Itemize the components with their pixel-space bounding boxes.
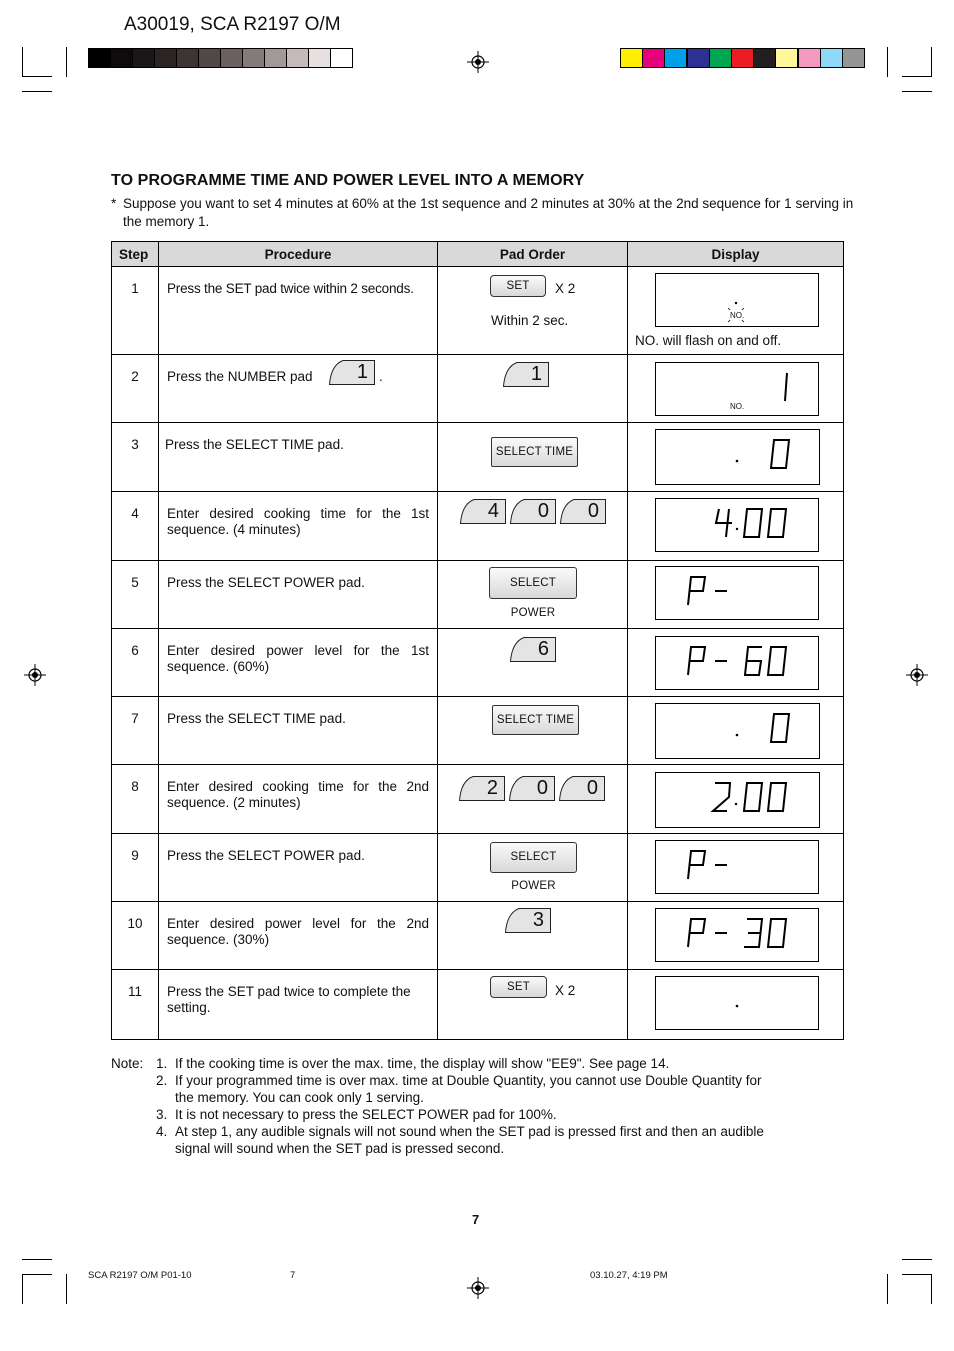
header-step: Step: [112, 242, 159, 267]
document-header-title: A30019, SCA R2197 O/M: [124, 14, 341, 35]
pad-note: Within 2 sec.: [491, 313, 569, 328]
footer-timestamp: 03.10.27, 4:19 PM: [590, 1270, 668, 1281]
display-cell: [628, 902, 844, 970]
number-pad-0-icon: 0: [559, 776, 605, 801]
display-cell: [628, 561, 844, 629]
number-pad-0-icon: 0: [510, 499, 556, 524]
gray-swatch: [330, 48, 353, 68]
table-row: [112, 970, 844, 1040]
display-cell: [628, 697, 844, 765]
pad-order-cell: [438, 629, 628, 697]
gray-swatch: [154, 48, 177, 68]
step-number: 11: [112, 970, 159, 1040]
lcd-display: [655, 976, 819, 1030]
step-number: 9: [112, 834, 159, 902]
display-cell: [628, 629, 844, 697]
pad-order-cell: [438, 902, 628, 970]
display-cell: [628, 267, 844, 355]
color-swatch: [753, 48, 776, 68]
header-pad-order: Pad Order: [438, 242, 628, 267]
step-number: 7: [112, 697, 159, 765]
table-header-row: [112, 242, 844, 267]
pad-order-cell: [438, 355, 628, 423]
steps-table: [111, 241, 844, 1040]
display-cell: [628, 492, 844, 561]
set-pad-icon: SET: [490, 275, 546, 297]
display-cell: [628, 834, 844, 902]
lcd-display: [655, 498, 819, 552]
procedure-text: Press the SELECT TIME pad.: [159, 697, 438, 765]
step-number: 5: [112, 561, 159, 629]
procedure-text: Press the SELECT POWER pad.: [159, 561, 438, 629]
lcd-display: [655, 429, 820, 485]
set-pad-icon: SET: [490, 976, 547, 998]
pad-order-cell: [438, 492, 628, 561]
note-item: 4. At step 1, any audible signals will not sound when the SET pad is pressed first and then an audible signal will sound when the SET pad is pressed second.: [156, 1124, 764, 1156]
table-row: [112, 561, 844, 629]
number-pad-4-icon: 4: [460, 499, 506, 524]
color-swatch: [731, 48, 754, 68]
press-count: X 2: [555, 281, 576, 296]
number-pad-3-icon: 3: [505, 908, 551, 933]
notes-label: Note:: [111, 1056, 144, 1071]
footer-page: 7: [290, 1270, 296, 1281]
table-row: [112, 697, 844, 765]
select-time-pad-icon: SELECT TIME: [492, 705, 579, 735]
pad-order-cell: [438, 561, 628, 629]
footer-filename: SCA R2197 O/M P01-10: [88, 1270, 192, 1281]
procedure-text: Enter desired power level for the 2nd sequence. (30%): [159, 902, 438, 970]
procedure-text: Enter desired cooking time for the 1st sequence. (4 minutes): [159, 492, 438, 561]
pad-order-cell: [438, 765, 628, 834]
header-procedure: Procedure: [159, 242, 438, 267]
gray-swatch: [242, 48, 265, 68]
notes-list: [156, 1055, 776, 1157]
color-swatch: [775, 48, 798, 68]
select-time-pad-icon: SELECT TIME: [491, 437, 578, 467]
lcd-no-indicator: NO.: [730, 402, 745, 411]
step-number: 3: [112, 423, 159, 492]
gray-swatch: [286, 48, 309, 68]
number-pad-0-icon: 0: [509, 776, 555, 801]
procedure-text: Press the NUMBER pad: [167, 369, 313, 384]
table-row: [112, 267, 844, 355]
number-pad-6-icon: 6: [510, 637, 556, 662]
registration-mark-icon: [24, 664, 46, 686]
lcd-display: [655, 273, 819, 327]
press-count: X 2: [555, 983, 576, 998]
procedure-suffix: .: [379, 369, 383, 384]
procedure-text: Press the SET pad twice within 2 seconds.: [159, 267, 438, 355]
gray-swatch: [308, 48, 331, 68]
table-row: [112, 765, 844, 834]
table-row: [112, 423, 844, 492]
number-pad-icon: 1: [329, 360, 375, 385]
header-display: Display: [628, 242, 844, 267]
page-number: 7: [472, 1212, 480, 1227]
table-row: [112, 492, 844, 561]
number-pad-1-icon: 1: [503, 362, 549, 387]
procedure-cell: [159, 355, 438, 423]
note-item: 2. If your programmed time is over max. time at Double Quantity, you cannot use Double Quantity for the memory. You can cook only 1 serving.: [156, 1073, 762, 1105]
procedure-text: Enter desired cooking time for the 2nd sequence. (2 minutes): [159, 765, 438, 834]
lcd-display: [655, 636, 819, 690]
number-pad-2-icon: 2: [459, 776, 505, 801]
pad-order-cell: [438, 697, 628, 765]
bullet-asterisk: *: [111, 196, 117, 211]
color-swatch: [798, 48, 821, 68]
gray-swatch: [220, 48, 243, 68]
registration-mark-icon: [467, 51, 489, 73]
display-cell: [628, 423, 844, 492]
color-swatch: [642, 48, 665, 68]
color-swatch: [820, 48, 843, 68]
pad-order-cell: [438, 970, 628, 1040]
procedure-text: Press the SELECT POWER pad.: [159, 834, 438, 902]
registration-mark-icon: [467, 1277, 489, 1299]
procedure-text: Press the SELECT TIME pad.: [159, 423, 438, 492]
display-note: NO. will flash on and off.: [635, 333, 782, 348]
select-power-pad-icon: SELECT POWER: [490, 842, 577, 873]
lcd-display: [655, 566, 819, 620]
note-item: 3. It is not necessary to press the SELECT POWER pad for 100%.: [156, 1107, 557, 1122]
lcd-display: [655, 362, 819, 416]
pad-order-cell: [438, 834, 628, 902]
color-swatch: [687, 48, 710, 68]
lcd-display: [655, 772, 820, 828]
intro-text: Suppose you want to set 4 minutes at 60% at the 1st sequence and 2 minutes at 30% at the 2nd sequence for 1 serving in the memory 1.: [123, 196, 854, 229]
registration-mark-icon: [906, 664, 928, 686]
color-swatch: [620, 48, 643, 68]
color-swatch: [664, 48, 687, 68]
lcd-no-indicator: NO.: [730, 311, 745, 320]
gray-swatch: [88, 48, 111, 68]
display-cell: [628, 355, 844, 423]
step-number: 2: [112, 355, 159, 423]
step-number: 10: [112, 902, 159, 970]
number-pad-0-icon: 0: [560, 499, 606, 524]
lcd-display: [655, 703, 820, 759]
step-number: 1: [112, 267, 159, 355]
display-cell: [628, 970, 844, 1040]
table-row: [112, 355, 844, 423]
color-swatch: [709, 48, 732, 68]
pad-order-cell: [438, 423, 628, 492]
step-number: 8: [112, 765, 159, 834]
gray-swatch: [264, 48, 287, 68]
procedure-text: Enter desired power level for the 1st sequence. (60%): [159, 629, 438, 697]
note-item: 1. If the cooking time is over the max. time, the display will show "EE9". See page 14.: [156, 1056, 670, 1071]
lcd-display: [655, 908, 819, 962]
step-number: 6: [112, 629, 159, 697]
gray-swatch: [110, 48, 133, 68]
gray-swatch: [176, 48, 199, 68]
table-row: [112, 834, 844, 902]
gray-swatch: [198, 48, 221, 68]
step-number: 4: [112, 492, 159, 561]
table-row: [112, 629, 844, 697]
display-cell: [628, 765, 844, 834]
color-swatch: [842, 48, 865, 68]
lcd-display: [655, 840, 819, 894]
pad-order-cell: [438, 267, 628, 355]
table-row: [112, 902, 844, 970]
select-power-pad-icon: SELECT POWER: [489, 567, 577, 599]
gray-swatch: [132, 48, 155, 68]
procedure-text: Press the SET pad twice to complete the setting.: [159, 970, 438, 1040]
section-title: TO PROGRAMME TIME AND POWER LEVEL INTO A MEMORY: [111, 172, 585, 189]
